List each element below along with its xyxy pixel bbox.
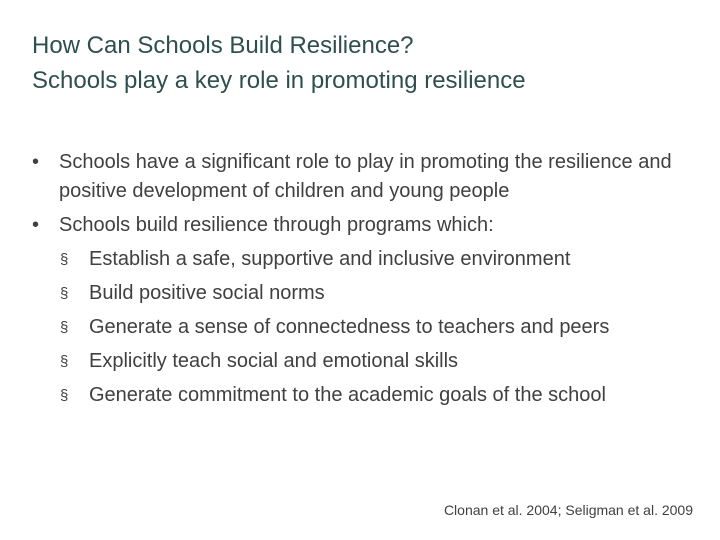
bullet-item <box>32 148 692 206</box>
sub-bullet-marker: § <box>60 353 69 370</box>
title-line-1: How Can Schools Build Resilience? <box>32 32 414 59</box>
bullet-marker: • <box>32 151 40 173</box>
sub-bullet-marker: § <box>60 319 69 336</box>
sub-bullet-text: Generate a sense of connectedness to teachers and peers <box>89 316 610 338</box>
sub-bullet-text: Explicitly teach social and emotional skills <box>89 350 459 372</box>
sub-bullet-list <box>59 245 692 410</box>
sub-bullet-text: Build positive social norms <box>89 282 325 304</box>
slide-title <box>32 28 692 98</box>
bullet-item <box>32 211 692 410</box>
sub-bullet-text: Generate commitment to the academic goals of the school <box>89 384 606 406</box>
sub-bullet-item <box>59 313 692 342</box>
sub-bullet-item <box>59 347 692 376</box>
sub-bullet-marker: § <box>60 285 69 302</box>
sub-bullet-item <box>59 245 692 274</box>
title-line-2: Schools play a key role in promoting resilience <box>32 67 526 94</box>
sub-bullet-marker: § <box>60 251 69 268</box>
bullet-marker: • <box>32 214 40 236</box>
bullet-text: Schools build resilience through programs which: <box>59 214 494 236</box>
bullet-text: Schools have a significant role to play in promoting the resilience and positive development of children and young people <box>59 151 672 202</box>
slide-body <box>32 148 692 415</box>
sub-bullet-item <box>59 381 692 410</box>
bullet-list <box>32 148 692 410</box>
sub-bullet-text: Establish a safe, supportive and inclusive environment <box>89 248 571 270</box>
citation: Clonan et al. 2004; Seligman et al. 2009 <box>443 502 693 518</box>
sub-bullet-marker: § <box>60 387 69 404</box>
sub-bullet-item <box>59 279 692 308</box>
